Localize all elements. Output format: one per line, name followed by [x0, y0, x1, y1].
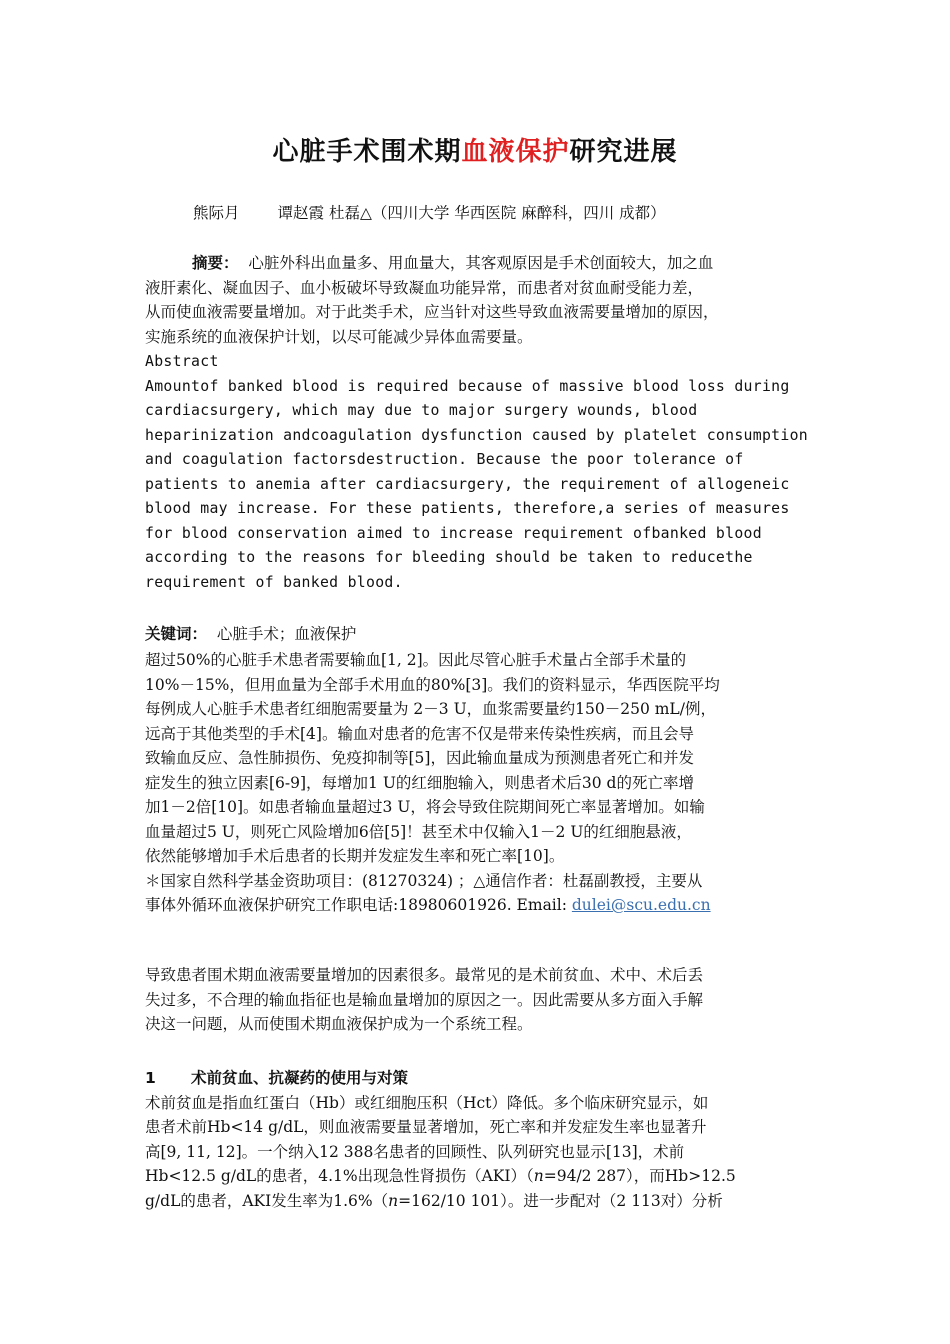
abstract-en-line: cardiacsurgery, which may due to major surgery wounds, blood	[145, 402, 698, 419]
title-highlight: 血液保护	[461, 137, 570, 167]
abstract-en-line: blood may increase. For these patients, therefore,a series of measures	[145, 500, 790, 517]
intro-line: 远高于其他类型的手术[4]。输血对患者的危害不仅是带来传染性疾病，而且会导	[145, 724, 694, 743]
italic-n: n	[533, 1167, 544, 1185]
section-heading	[145, 1066, 815, 1091]
section-title: 术前贫血、抗凝药的使用与对策	[191, 1069, 409, 1087]
email-link[interactable]: dulei@scu.edu.cn	[571, 896, 711, 914]
italic-n: n	[388, 1191, 399, 1210]
intro-line: 加1－2倍[10]。如患者输血量超过3 U，将会导致住院期间死亡率显著增加。如输	[145, 798, 705, 816]
intro-line: 超过50%的心脏手术患者需要输血[1, 2]。因此尽管心脏手术量占全部手术量的	[145, 651, 687, 669]
section-line: g/dL的患者，AKI发生率为1.6%（	[145, 1191, 389, 1210]
abstract-en-line: and coagulation factorsdestruction. Because the poor tolerance of	[145, 451, 744, 468]
abstract-cn-line: 心脏外科出血量多、用血量大，其客观原因是手术创面较大，加之血	[248, 254, 714, 272]
paragraph-line: 导致患者围术期血液需要量增加的因素很多。最常见的是术前贫血、术中、术后丢	[145, 966, 704, 984]
abstract-cn-label: 摘要：	[192, 254, 239, 272]
section-line: =94/2 287），而Hb>12.5	[543, 1167, 736, 1185]
title-part-1: 心脏手术围术期	[272, 137, 462, 167]
section-line: 术前贫血是指血红蛋白（Hb）或红细胞压积（Hct）降低。多个临床研究显示，如	[145, 1093, 709, 1112]
footnote-line: 事体外循环血液保护研究工作职电话:18980601926. Email:	[145, 896, 572, 914]
paragraph-2	[145, 963, 815, 1037]
keywords	[145, 622, 815, 647]
section-line: 高[9, 11, 12]。一个纳入12 388名患者的回顾性、队列研究也显示[13]，术前	[145, 1142, 685, 1161]
abstract-cn-line: 从而使血液需要量增加。对于此类手术，应当针对这些导致血液需要量增加的原因，	[145, 303, 719, 321]
abstract-cn-line: 液肝素化、凝血因子、血小板破坏导致凝血功能异常，而患者对贫血耐受能力差，	[145, 278, 704, 297]
keywords-label: 关键词：	[145, 625, 208, 643]
abstract-en-line: for blood conservation aimed to increase requirement ofbanked blood	[145, 524, 762, 542]
author-rest: 谭赵霞 杜磊△（四川大学 华西医院 麻醉科，四川 成都）	[277, 204, 666, 222]
abstract-en-line: Amountof banked blood is required because of massive blood loss during	[145, 377, 790, 395]
intro-line: 10%－15%，但用血量为全部手术用血的80%[3]。我们的资料显示，华西医院平均	[145, 675, 720, 694]
intro-paragraph	[145, 648, 815, 918]
paragraph-line: 决这一问题，从而使围术期血液保护成为一个系统工程。	[145, 1015, 533, 1033]
author-first: 熊际月	[193, 204, 240, 222]
section-line: 患者术前Hb<14 g/dL，则血液需要量显著增加，死亡率和并发症发生率也显著升	[145, 1118, 707, 1136]
keywords-value: 心脏手术；血液保护	[216, 625, 357, 643]
abstract-en-line: heparinization andcoagulation dysfunction caused by platelet consumption	[145, 426, 809, 444]
section-line: Hb<12.5 g/dL的患者，4.1%出现急性肾损伤（AKI）（	[145, 1167, 534, 1185]
intro-line: 依然能够增加手术后患者的长期并发症发生率和死亡率[10]。	[145, 847, 565, 865]
section-1	[145, 1066, 815, 1213]
abstract-cn	[145, 251, 815, 349]
intro-line: 症发生的独立因素[6-9]，每增加1 U的红细胞输入，则患者术后30 d的死亡率增	[145, 773, 694, 792]
section-number: 1	[145, 1069, 156, 1087]
section-line: =162/10 101）。进一步配对（2 113对）分析	[398, 1191, 723, 1210]
title-part-2: 研究进展	[569, 137, 678, 167]
abstract-en-line: patients to anemia after cardiacsurgery, the requirement of allogeneic	[145, 475, 790, 493]
paper-title	[0, 132, 950, 172]
author-line	[193, 201, 666, 225]
footnote-line: ＊国家自然科学基金资助项目：(81270324) ；△通信作者：杜磊副教授，主要从	[145, 871, 703, 890]
intro-line: 血量超过5 U，则死亡风险增加6倍[5]！甚至术中仅输入1－2 U的红细胞悬液，	[145, 822, 692, 841]
abstract-en-line: requirement of banked blood.	[145, 573, 403, 591]
abstract-en-line: according to the reasons for bleeding should be taken to reducethe	[145, 549, 753, 566]
paragraph-line: 失过多，不合理的输血指征也是输血量增加的原因之一。因此需要从多方面入手解	[145, 990, 704, 1009]
intro-line: 每例成人心脏手术患者红细胞需要量为 2－3 U，血浆需要量约150－250 mL/例，	[145, 700, 716, 718]
abstract-en	[145, 350, 815, 595]
intro-line: 致输血反应、急性肺损伤、免疫抑制等[5]，因此输血量成为预测患者死亡和并发	[145, 749, 694, 767]
abstract-en-heading: Abstract	[145, 353, 219, 370]
abstract-cn-line: 实施系统的血液保护计划，以尽可能减少异体血需要量。	[145, 327, 533, 346]
